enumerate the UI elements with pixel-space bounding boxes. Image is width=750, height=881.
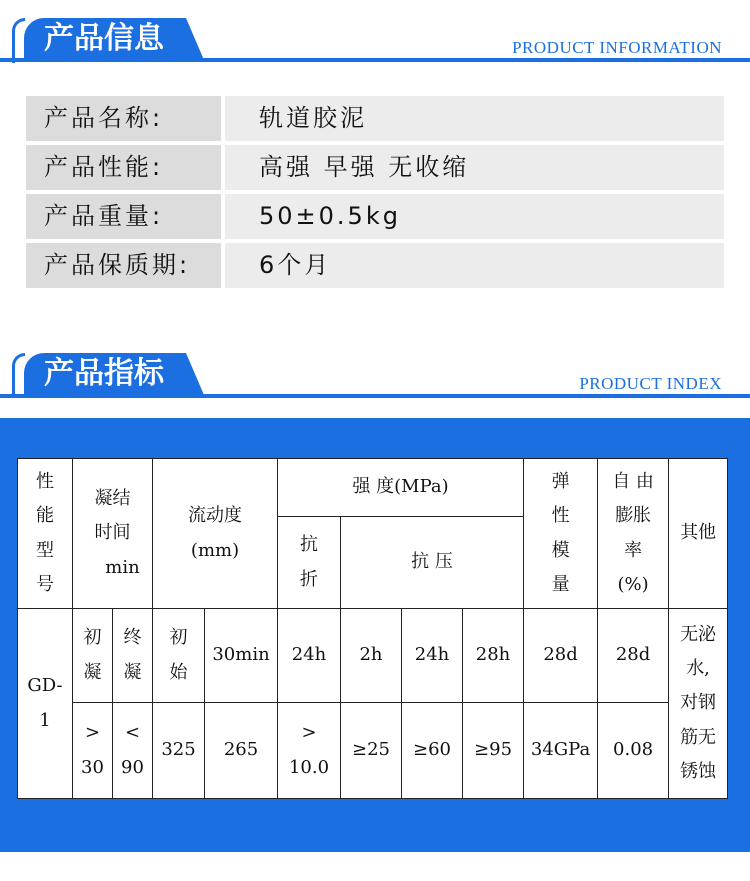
section-title-tab (24, 353, 186, 395)
header-char: 能 (36, 505, 54, 527)
sub-flow-initial (153, 609, 205, 703)
info-value: 轨道胶泥 (225, 96, 724, 141)
val-comp-24h: ≥60 (402, 703, 463, 799)
header-elastic-modulus (524, 459, 598, 609)
header-text: 凝结 (94, 488, 131, 510)
header-text: (%) (617, 573, 649, 595)
value-text: < (124, 722, 141, 744)
header-char: 性 (36, 471, 54, 493)
other-text: 筋无 (680, 726, 717, 748)
tab-bracket (12, 18, 25, 63)
info-row (26, 194, 724, 239)
header-text: (mm) (190, 539, 240, 561)
info-value: 高强 早强 无收缩 (225, 145, 724, 190)
sub-char: 终 (123, 627, 142, 649)
header-char: 量 (551, 573, 570, 595)
sub-char: 凝 (83, 661, 102, 683)
header-other: 其他 (669, 459, 728, 609)
sub-comp-2h: 2h (341, 609, 402, 703)
section-title-tab (24, 18, 186, 60)
tab-bracket (12, 353, 25, 398)
sub-flow-30min: 30min (205, 609, 278, 703)
header-char: 抗 (300, 534, 319, 556)
header-char: 型 (36, 539, 54, 561)
product-info-list (26, 96, 724, 292)
header-strength: 强 度(MPa) (278, 459, 524, 517)
val-expand: 0.08 (598, 703, 669, 799)
index-table (17, 458, 728, 799)
header-flexural (278, 517, 341, 609)
sub-expand-28d: 28d (598, 609, 669, 703)
info-key: 产品性能: (26, 145, 221, 190)
model-text: GD- (27, 675, 63, 697)
val-flow-30min: 265 (205, 703, 278, 799)
info-row (26, 145, 724, 190)
model-text: 1 (39, 709, 51, 731)
sub-comp-24h: 24h (402, 609, 463, 703)
val-flex (278, 703, 341, 799)
val-flow-initial: 325 (153, 703, 205, 799)
info-value: 50±0.5kg (225, 194, 724, 239)
other-text: 锈蚀 (680, 760, 717, 782)
value-text: 90 (121, 756, 144, 778)
section-title: 产品信息 (44, 21, 164, 56)
info-row (26, 243, 724, 288)
section-subtitle: PRODUCT INFORMATION (512, 38, 722, 57)
header-char: 性 (551, 505, 570, 527)
header-text: 自 由 (612, 471, 654, 493)
header-char: 弹 (551, 471, 570, 493)
sub-elastic-28d: 28d (524, 609, 598, 703)
sub-char: 初 (169, 627, 188, 649)
info-key: 产品名称: (26, 96, 221, 141)
sub-final-set (113, 609, 153, 703)
model-cell (18, 609, 73, 799)
other-cell (669, 609, 728, 799)
header-text: 率 (624, 539, 643, 561)
header-char: 模 (551, 539, 570, 561)
info-value: 6个月 (225, 243, 724, 288)
header-expansion (598, 459, 669, 609)
header-char: 折 (300, 568, 319, 590)
section-subtitle: PRODUCT INDEX (579, 374, 722, 393)
header-text: min (105, 556, 140, 578)
index-table-wrap (17, 458, 727, 798)
val-elastic: 34GPa (524, 703, 598, 799)
header-compressive: 抗 压 (341, 517, 524, 609)
section-title: 产品指标 (44, 356, 164, 391)
sub-char: 初 (83, 627, 102, 649)
value-text: 10.0 (288, 756, 330, 778)
info-key: 产品重量: (26, 194, 221, 239)
sub-comp-28h: 28h (463, 609, 524, 703)
header-flowability (153, 459, 278, 609)
other-text: 水, (686, 658, 710, 680)
other-text: 无泌 (680, 624, 717, 646)
val-comp-2h: ≥25 (341, 703, 402, 799)
val-final-set (113, 703, 153, 799)
header-model (18, 459, 73, 609)
sub-flex-24h: 24h (278, 609, 341, 703)
sub-char: 凝 (123, 661, 142, 683)
header-text: 膨胀 (615, 505, 652, 527)
header-text: 时间 (94, 522, 131, 544)
other-text: 对钢 (680, 692, 717, 714)
sub-initial-set (73, 609, 113, 703)
info-row (26, 96, 724, 141)
info-key: 产品保质期: (26, 243, 221, 288)
header-char: 号 (36, 573, 54, 595)
header-setting-time (73, 459, 153, 609)
value-text: 30 (81, 756, 104, 778)
header-text: 流动度 (188, 505, 243, 527)
val-comp-28h: ≥95 (463, 703, 524, 799)
value-text: > (84, 722, 101, 744)
val-initial-set (73, 703, 113, 799)
value-text: > (301, 722, 317, 744)
sub-char: 始 (169, 661, 188, 683)
